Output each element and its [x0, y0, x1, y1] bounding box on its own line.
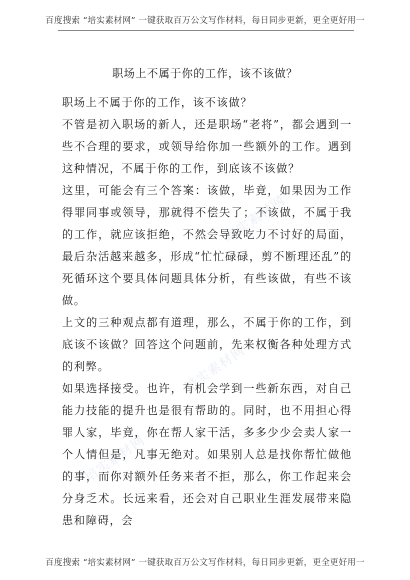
footer-note: 百度搜索 “培实素材网” 一键获取百万公文写作材料，每日同步更新，更全更好用一: [45, 558, 365, 568]
watermark: 培实素材网: [82, 433, 149, 486]
paragraph: 不管是初入职场的新人，还是职场“老将”，都会遇到一些不合理的要求，或领导给你加一些额外的工作。遇到这种情况，不属于你的工作，到底该不该做？: [62, 118, 352, 175]
document-body: [62, 92, 352, 532]
paragraph: 职场上不属于你的工作，该不该做？: [62, 96, 253, 109]
paragraph: 上文的三种观点都有道理，那么，不属于你的工作，到底该不该做？回答这个问题前，先来权衡各种处理方式的利弊。: [62, 316, 352, 373]
watermark: 培实素材网: [182, 343, 249, 396]
paragraph: 如果选择接受。也许，有机会学到一些新东西，对自己能力技能的提升也是很有帮助的。同时，也不用担心得罪人家，毕竟，你在帮人家干活，多多少少会卖人家一个人情但是，凡事无绝对。如果别人总是找你帮忙做他的事，而你对额外任务来者不拒，那么，你工作起来会分身乏术。长远来看，还会对自己职业生涯发展带来隐患和障碍，会: [62, 382, 352, 527]
header-note: 百度搜索 “培实素材网” 一键获取百万公文写作材料，每日同步更新，更全更好用一: [45, 16, 365, 26]
paragraph: 这里，可能会有三个答案：该做，毕竟，如果因为工作得罪同事或领导，那就得不偿失了；不该做，不属于我的工作，就应该拒绝，不然会导致吃力不讨好的局面，最后杂活越来越多，形成“忙忙碌碌，剪不断理还乱”的死循环这个要具体问题具体分析，有些该做，有些不该做。: [62, 184, 352, 307]
header-divider: [58, 30, 354, 31]
watermark: 培实素材网: [222, 193, 289, 246]
document-title: 职场上不属于你的工作，该不该做？: [112, 67, 298, 80]
